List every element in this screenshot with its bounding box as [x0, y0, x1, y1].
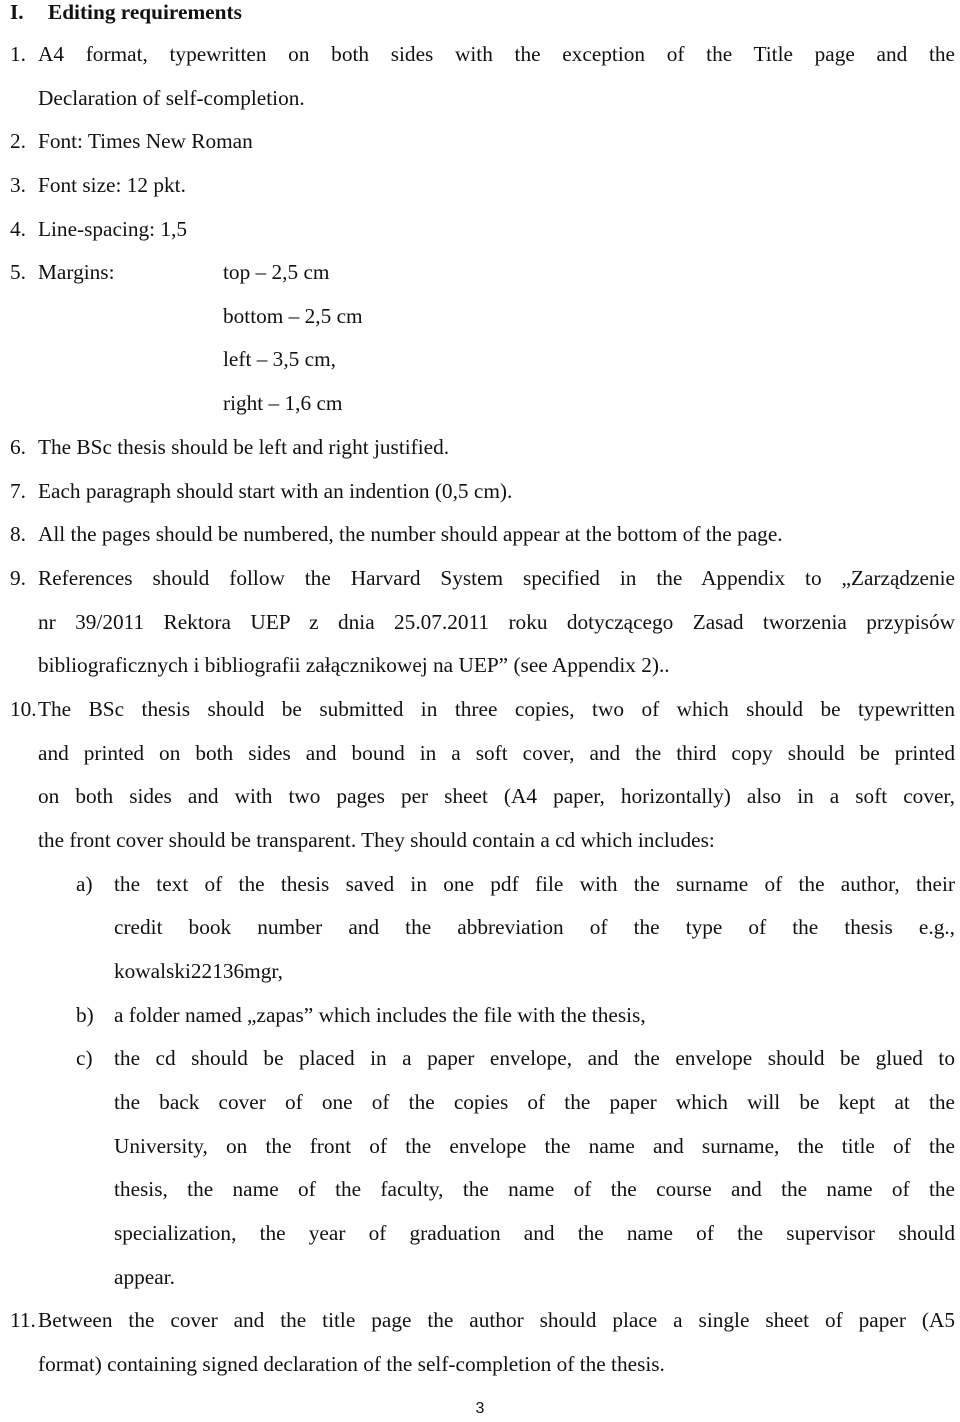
item-line: All the pages should be numbered, the number should appear at the bottom of the page. [38, 522, 783, 546]
subitem-letter: c) [76, 1046, 93, 1070]
section-number: I. [10, 0, 24, 24]
subitem-line: the text of the thesis saved in one pdf file with the surname of the author, their [114, 872, 955, 896]
item-line: The BSc thesis should be submitted in three copies, two of which should be typewritten [38, 697, 955, 721]
item-number: 5. [10, 260, 26, 284]
subitem-line: specialization, the year of graduation and the name of the supervisor should [114, 1221, 955, 1245]
item-line: Each paragraph should start with an indention (0,5 cm). [38, 479, 513, 503]
item-number: 11. [10, 1308, 36, 1332]
margin-right: right – 1,6 cm [223, 391, 343, 415]
margin-bottom: bottom – 2,5 cm [223, 304, 363, 328]
item-number: 6. [10, 435, 26, 459]
item-line: References should follow the Harvard System specified in the Appendix to „Zarządzenie [38, 566, 955, 590]
item-number: 8. [10, 522, 26, 546]
item-line: Line-spacing: 1,5 [38, 217, 188, 241]
item-line: Between the cover and the title page the author should place a single sheet of paper (A5 [38, 1308, 955, 1332]
item-number: 4. [10, 217, 26, 241]
item-line: A4 format, typewritten on both sides with the exception of the Title page and the [38, 42, 955, 66]
item-number: 3. [10, 173, 26, 197]
item-line: Font: Times New Roman [38, 129, 253, 153]
item-line: and printed on both sides and bound in a soft cover, and the third copy should be printed [38, 741, 955, 765]
item-line: the front cover should be transparent. They should contain a cd which includes: [38, 828, 715, 852]
item-line: Declaration of self-completion. [38, 86, 305, 110]
item-line: on both sides and with two pages per sheet (A4 paper, horizontally) also in a soft cover, [38, 784, 955, 808]
subitem-line: credit book number and the abbreviation of the type of the thesis e.g., [114, 915, 955, 939]
subitem-letter: b) [76, 1003, 94, 1027]
section-title: Editing requirements [48, 0, 242, 24]
item-number: 9. [10, 566, 26, 590]
subitem-line: appear. [114, 1265, 175, 1289]
item-number: 2. [10, 129, 26, 153]
item-line: nr 39/2011 Rektora UEP z dnia 25.07.2011 roku dotyczącego Zasad tworzenia przypisów [38, 610, 955, 634]
subitem-line: kowalski22136mgr, [114, 959, 283, 983]
subitem-line: a folder named „zapas” which includes the file with the thesis, [114, 1003, 646, 1027]
subitem-line: thesis, the name of the faculty, the name of the course and the name of the [114, 1177, 955, 1201]
subitem-line: the back cover of one of the copies of the paper which will be kept at the [114, 1090, 955, 1114]
item-number: 10. [10, 697, 37, 721]
item-line: format) containing signed declaration of the self-completion of the thesis. [38, 1352, 665, 1376]
subitem-letter: a) [76, 872, 93, 896]
margin-top: top – 2,5 cm [223, 260, 330, 284]
item-line: The BSc thesis should be left and right justified. [38, 435, 450, 459]
item-line: bibliograficznych i bibliografii załącznikowej na UEP” (see Appendix 2).. [38, 653, 670, 677]
item-line: Font size: 12 pkt. [38, 173, 186, 197]
item-number: 1. [10, 42, 26, 66]
item-number: 7. [10, 479, 26, 503]
margins-label: Margins: [38, 260, 115, 284]
subitem-line: the cd should be placed in a paper envelope, and the envelope should be glued to [114, 1046, 955, 1070]
page-number: 3 [475, 1400, 485, 1417]
margin-left: left – 3,5 cm, [223, 347, 336, 371]
subitem-line: University, on the front of the envelope the name and surname, the title of the [114, 1134, 955, 1158]
